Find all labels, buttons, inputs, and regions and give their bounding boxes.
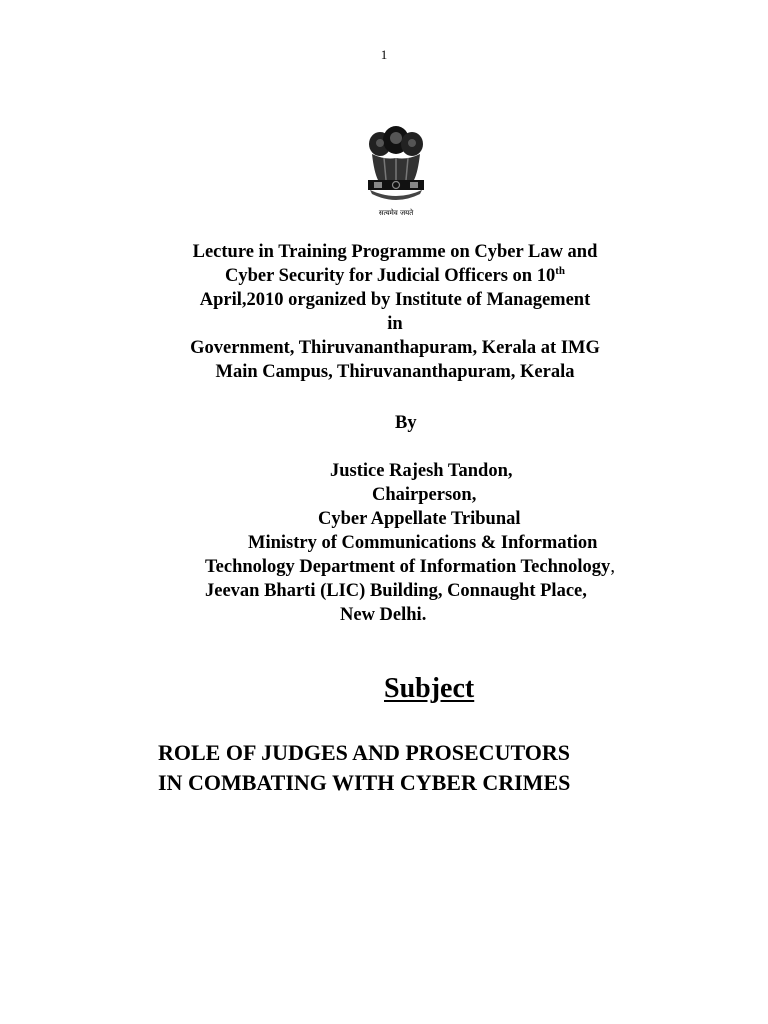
subject-title	[158, 738, 570, 798]
lecture-line: April,2010 organized by Institute of Management in	[199, 290, 591, 334]
subject-heading: Subject	[384, 673, 475, 704]
author-tribunal: Cyber Appellate Tribunal	[318, 509, 521, 529]
byline-by: By	[395, 413, 417, 433]
author-department: Technology Department of Information Technology,	[205, 557, 615, 577]
page-number: 1	[380, 47, 388, 62]
subject-title-line: IN COMBATING WITH CYBER CRIMES	[158, 770, 571, 795]
subject-title-line: ROLE OF JUDGES AND PROSECUTORS	[158, 740, 570, 765]
author-designation: Chairperson,	[372, 485, 477, 505]
author-building: Jeevan Bharti (LIC) Building, Connaught Place,	[205, 581, 587, 601]
emblem-motto: सत्यमेव जयते	[378, 209, 414, 217]
lecture-line: Main Campus, Thiruvananthapuram, Kerala	[215, 362, 575, 382]
author-name: Justice Rajesh Tandon,	[330, 461, 513, 481]
lecture-line: Lecture in Training Programme on Cyber Law and	[192, 242, 598, 262]
national-emblem-icon	[360, 124, 432, 220]
author-ministry: Ministry of Communications & Information	[248, 533, 598, 553]
lecture-line: Cyber Security for Judicial Officers on 10th	[225, 264, 565, 286]
ordinal-suffix: th	[555, 264, 565, 277]
lecture-line: Government, Thiruvananthapuram, Kerala at IMG	[190, 338, 600, 358]
lecture-description	[190, 240, 600, 384]
author-city: New Delhi.	[340, 605, 427, 625]
